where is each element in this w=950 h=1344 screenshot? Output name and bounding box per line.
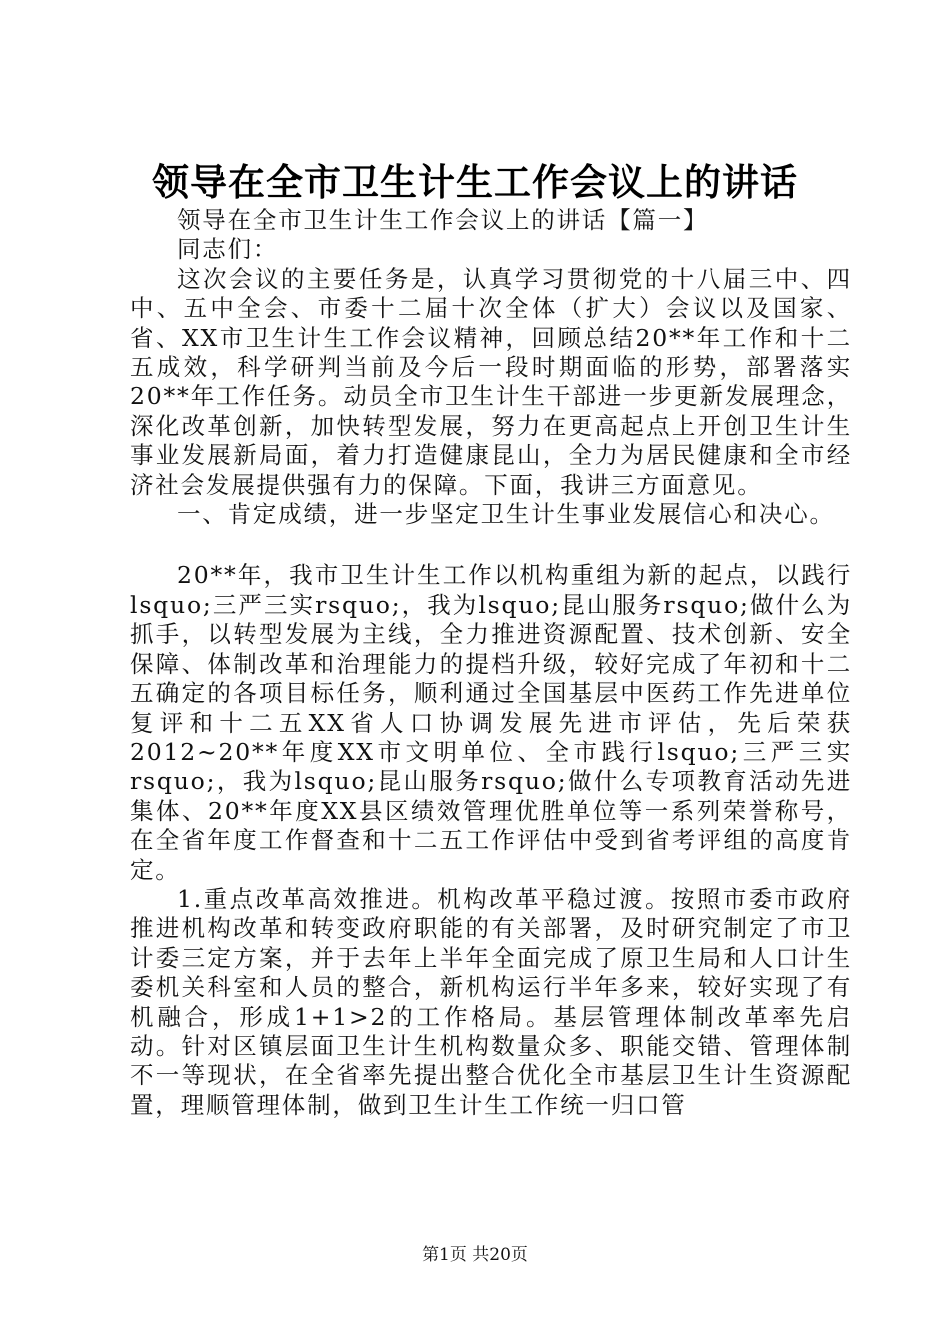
page-number-footer: 第1页 共20页 [422,1245,528,1265]
body-paragraph: 1.重点改革高效推进。机构改革平稳过渡。按照市委市政府推进机构改革和转变政府职能的有关部署，及时研究制定了市卫计委三定方案，并于去年上半年全面完成了原卫生局和人口计生委机关科室和人员的整合，新机构运行半年多来，较好实现了有机融合，形成1+1>2的工作格局。基层管理体制改革率先启动。针对区镇层面卫生计生机构数量众多、职能交错、管理体制不一等现状，在全省率先提出整合优化全市基层卫生计生资源配置，理顺管理体制，做到卫生计生工作统一归口管 [130,884,852,1119]
body-paragraph: 20**年，我市卫生计生工作以机构重组为新的起点，以践行lsquo;三严三实rsquo;，我为lsquo;昆山服务rsquo;做什么为抓手，以转型发展为主线，全力推进资源配置、技术创新、安全保障、体制改革和治理能力的提档升级，较好完成了年初和十二五确定的各项目标任务，顺利通过全国基层中医药工作先进单位复评和十二五XX省人口协调发展先进市评估，先后荣获2012~20**年度XX市文明单位、全市践行lsquo;三严三实rsquo;，我为lsquo;昆山服务rsquo;做什么专项教育活动先进集体、20**年度XX县区绩效管理优胜单位等一系列荣誉称号，在全省年度工作督查和十二五工作评估中受到省考评组的高度肯定。 [130,561,852,884]
section-heading: 领导在全市卫生计生工作会议上的讲话【篇一】 [177,206,709,234]
section-heading-1: 一、肯定成绩，进一步坚定卫生计生事业发展信心和决心。 [177,500,835,529]
document-body [130,206,852,1120]
salutation: 同志们： [177,235,279,264]
body-paragraph: 这次会议的主要任务是，认真学习贯彻党的十八届三中、四中、五中全会、市委十二届十次全体（扩大）会议以及国家、省、XX市卫生计生工作会议精神，回顾总结20**年工作和十二五成效，科学研判当前及今后一段时期面临的形势，部署落实20**年工作任务。动员全市卫生计生干部进一步更新发展理念，深化改革创新，加快转型发展，努力在更高起点上开创卫生计生事业发展新局面，着力打造健康昆山，全力为居民健康和全市经济社会发展提供强有力的保障。下面，我讲三方面意见。 [130,264,852,499]
document-title: 领导在全市卫生计生工作会议上的讲话 [152,160,798,204]
